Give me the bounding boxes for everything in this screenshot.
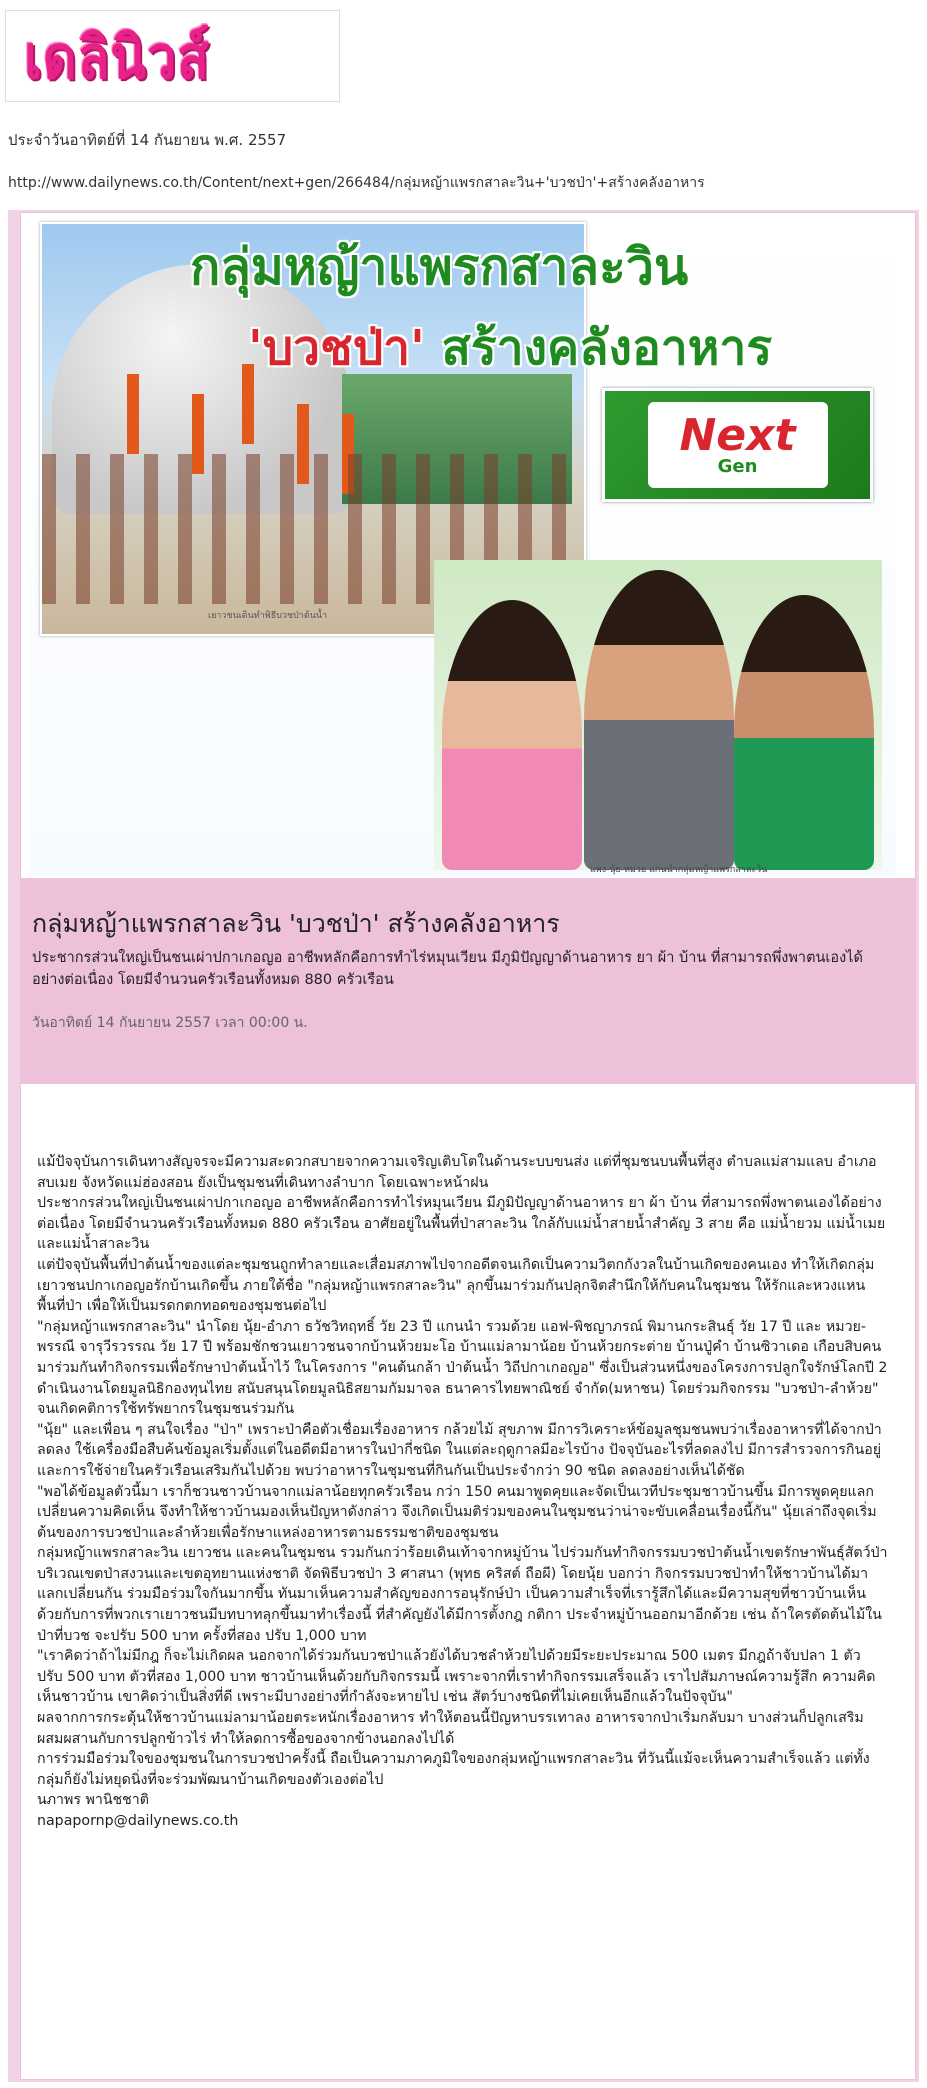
flag-shape bbox=[127, 374, 139, 454]
article-paragraph: แต่ปัจจุบันพื้นที่ป่าต้นน้ำของแต่ละชุมชนถูกทำลายและเสื่อมสภาพไปจากอดีตจนเกิดเป็นความวิตกกังวลในบ้านเกิดของคนเอง ทำให้เกิดกลุ่มเยาวชนปกาเกอญอรักบ้านเกิดขึ้น ภายใต้ชื่อ "กลุ่มหญ้าแพรกสาละวิน" ลุกขึ้นมาร่วมกันปลุกจิตสำนึกให้กับคนในชุมชน ให้รักและหวงแหนพื้นที่ป่า เพื่อให้เป็นมรดกตกทอดของชุมชนต่อไป bbox=[37, 1256, 875, 1315]
next-gen-badge-bottom: Gen bbox=[717, 456, 758, 477]
banner-headline-green: สร้างคลังอาหาร bbox=[441, 320, 773, 376]
article-title: กลุ่มหญ้าแพรกสาละวิน 'บวชป่า' สร้างคลังอาหาร bbox=[32, 909, 560, 938]
banner-headline-line1: กลุ่มหญ้าแพรกสาละวิน bbox=[190, 238, 689, 296]
dailynews-logo[interactable] bbox=[5, 10, 340, 102]
photo2-caption: แพง-นุ้ย-หมวย แกนนำกลุ่มหญ้าแพรกสาละวิน bbox=[590, 865, 768, 875]
print-date: ประจำวันอาทิตย์ที่ 14 กันยายน พ.ศ. 2557 bbox=[8, 131, 287, 149]
article-paragraph: "นุ้ย" และเพื่อน ๆ สนใจเรื่อง "ป่า" เพราะป่าคือตัวเชื่อมเรื่องอาหาร กล้วยไม้ สุขภาพ มีการวิเคราะห์ข้อมูลชุมชนพบว่าเรื่องอาหารที่ได้จากป่าลดลง ใช้เครื่องมือสืบค้นข้อมูลเริ่มตั้งแต่ในอดีตมีอาหารในป่ากี่ชนิด ในแต่ละฤดูกาลมีอะไรบ้าง ปัจจุบันอะไรที่ลดลงไป มีการสำรวจการกินอยู่และการใช้จ่ายในครัวเรือนเสริมกันไปด้วย พบว่าอาหารในชุมชนที่กินกันเป็นประจำกว่า 90 ชนิด ลดลงอย่างเห็นได้ชัด bbox=[37, 1421, 882, 1479]
next-gen-badge-top: Next bbox=[679, 410, 796, 461]
post-date: วันอาทิตย์ 14 กันยายน 2557 เวลา 00:00 น. bbox=[32, 1015, 308, 1031]
article-paragraph: "พอได้ข้อมูลตัวนี้มา เราก็ชวนชาวบ้านจากแม่ลาน้อยทุกครัวเรือน กว่า 150 คนมาพูดคุยและจัดเป็นเวทีประชุมชาวบ้านขึ้น มีการพูดคุยแลกเปลี่ยนความคิดเห็น จึงทำให้ชาวบ้านมองเห็นปัญหาดังกล่าว จึงเกิดเป็นมติร่วมของคนในชุมชนว่าน่าจะขับเคลื่อนเรื่องนี้กัน" นุ้ยเล่าถึงจุดเริ่มต้นของการบวชป่าและลำห้วยเพื่อรักษาแหล่งอาหารตามธรรมชาติของชุมชน bbox=[37, 1483, 877, 1541]
article-paragraph: กลุ่มหญ้าแพรกสาละวิน เยาวชน และคนในชุมชน รวมกันกว่าร้อยเดินเท้าจากหมู่บ้าน ไปร่วมกันทำกิจกรรมบวชป่าต้นน้ำเขตรักษาพันธุ์สัตว์ป่าบริเวณเขตป่าสงวนและเขตอุทยานแห่งชาติ จัดพิธีบวชป่า 3 ศาสนา (พุทธ คริสต์ ถือผี) โดยนุ้ย บอกว่า กิจกรรมบวชป่าทำให้ชาวบ้านได้มาแลกเปลี่ยนกัน ร่วมมือร่วมใจกันมากขึ้น ทันมาเห็นความสำคัญของการอนุรักษ์ป่า เป็นความสำเร็จที่เรารู้สึกได้และมีความสุขที่ชาวบ้านเห็นด้วยกับการที่พวกเราเยาวชนมีบทบาทลุกขึ้นมาทำเรื่องนี้ ที่สำคัญยังได้มีการตั้งกฎ กติกา ประจำหมู่บ้านออกมาอีกด้วย เช่น ถ้าใครตัดต้นไม้ในป่าที่บวช จะปรับ 500 บาท ครั้งที่สอง ปรับ 1,000 บาท bbox=[37, 1545, 888, 1644]
author-email[interactable]: napapornp@dailynews.co.th bbox=[37, 1813, 239, 1829]
article-paragraph: "เราคิดว่าถ้าไม่มีกฎ ก็จะไม่เกิดผล นอกจากได้ร่วมกันบวชป่าแล้วยังได้บวชลำห้วยไปด้วยมีระยะประมาณ 500 เมตร มีกฎถ้าจับปลา 1 ตัว ปรับ 500 บาท ตัวที่สอง 1,000 บาท ชาวบ้านเห็นด้วยกับกิจกรรมนี้ เพราะจากที่เราทำกิจกรรมเสร็จแล้ว เราไปสัมภาษณ์ความรู้สึก ความคิดเห็นชาวบ้าน เขาคิดว่าเป็นสิ่งที่ดี เพราะมีบางอย่างที่กำลังจะหายไป เช่น สัตว์บางชนิดที่ไม่เคยเห็นอีกแล้วในปัจจุบัน" bbox=[37, 1648, 876, 1706]
author-name: นภาพร พานิชชาติ bbox=[37, 1792, 149, 1809]
article-paragraph: ประชากรส่วนใหญ่เป็นชนเผ่าปกาเกอญอ อาชีพหลักคือการทำไร่หมุนเวียน มีภูมิปัญญาด้านอาหาร ยา ผ้า บ้าน ที่สามารถพึ่งพาตนเองได้อย่างต่อเนื่อง โดยมีจำนวนครัวเรือนทั้งหมด 880 ครัวเรือน อาศัยอยู่ในพื้นที่ป่าสาละวิน ใกล้กับแม่น้ำสายน้ำสำคัญ 3 สาย คือ แม่น้ำยวม แม่น้ำเมย และแม่น้ำสาละวิน bbox=[37, 1195, 886, 1253]
article-body bbox=[37, 1152, 889, 1832]
banner-headline-red: 'บวชป่า' bbox=[248, 320, 425, 376]
girl-shape bbox=[734, 595, 874, 870]
logo-text: เดลินิวส์ bbox=[24, 23, 210, 93]
group-leaders-photo bbox=[434, 560, 882, 870]
photo1-caption: เยาวชนเดินทำพิธีบวชป่าต้นน้ำ bbox=[208, 611, 328, 621]
article-summary: ประชากรส่วนใหญ่เป็นชนเผ่าปกาเกอญอ อาชีพหลักคือการทำไร่หมุนเวียน มีภูมิปัญญาด้านอาหาร ยา ผ้า บ้าน ที่สามารถพึ่งพาตนเองได้อย่างต่อเนื่อง โดยมีจำนวนครัวเรือนทั้งหมด 880 ครัวเรือน bbox=[32, 950, 863, 988]
banner-headline-line2 bbox=[248, 310, 772, 386]
girl-shape bbox=[584, 570, 734, 870]
next-gen-badge-inner bbox=[648, 402, 828, 488]
article-paragraph: ผลจากการกระตุ้นให้ชาวบ้านแม่ลามาน้อยตระหนักเรื่องอาหาร ทำให้ตอนนี้ปัญหาบรรเทาลง อาหารจากป่าเริ่มกลับมา บางส่วนก็ปลูกเสริม ผสมผสานกับการปลูกข้าวไร่ ทำให้ลดการซื้อของจากข้างนอกลงไปได้ bbox=[37, 1710, 864, 1747]
article-paragraph: แม้ปัจจุบันการเดินทางสัญจรจะมีความสะดวกสบายจากความเจริญเติบโตในด้านระบบขนส่ง แต่ที่ชุมชนบนพื้นที่สูง ตำบลแม่สามแลบ อำเภอสบเมย จังหวัดแม่ฮ่องสอน ยังเป็นชุมชนที่เดินทางลำบาก โดยเฉพาะหน้าฝน bbox=[37, 1154, 877, 1191]
article-paragraph: การร่วมมือร่วมใจของชุมชนในการบวชป่าครั้งนี้ ถือเป็นความภาคภูมิใจของกลุ่มหญ้าแพรกสาละวิน ที่วันนี้แม้จะเห็นความสำเร็จแล้ว แต่ทั้งกลุ่มก็ยังไม่หยุดนิ่งที่จะร่วมพัฒนาบ้านเกิดของตัวเองต่อไป bbox=[37, 1751, 870, 1788]
article-paragraph: "กลุ่มหญ้าแพรกสาละวิน" นำโดย นุ้ย-อำภา ธวัชวิทฤทธิ์ วัย 23 ปี แกนนำ รวมด้วย แอฟ-พิชญาภรณ์ พิมานกระสินธุ์ วัย 17 ปี และ หมวย-พรรณี จารุวีรวรรณ วัย 17 ปี พร้อมชักชวนเยาวชนจากบ้านห้วยมะโอ บ้านแม่ลามาน้อย บ้านห้วยกระต่าย บ้านปู่คำ บ้านซิวาเดอ เกือบสิบคน มาร่วมกันทำกิจกรรมเพื่อรักษาป่าต้นน้ำไว้ ในโครงการ "คนต้นกล้า ป่าต้นน้ำ วิถีปกาเกอญอ" ซึ่งเป็นส่วนหนึ่งของโครงการปลูกใจรักษ์โลกปี 2 ดำเนินงานโดยมูลนิธิกองทุนไทย สนับสนุนโดยมูลนิธิสยามกัมมาจล ธนาคารไทยพาณิชย์ จำกัด(มหาชน) โดยร่วมกิจกรรม "บวชป่า-ลำห้วย" จนเกิดคติการใช้ทรัพยากรในชุมชนร่วมกัน bbox=[37, 1318, 888, 1418]
next-gen-badge bbox=[602, 388, 873, 502]
article-url[interactable]: http://www.dailynews.co.th/Content/next+gen/266484/กลุ่มหญ้าแพรกสาละวิน+'บวชป่า'+สร้างคลังอาหาร bbox=[8, 175, 705, 191]
girl-shape bbox=[442, 600, 582, 870]
